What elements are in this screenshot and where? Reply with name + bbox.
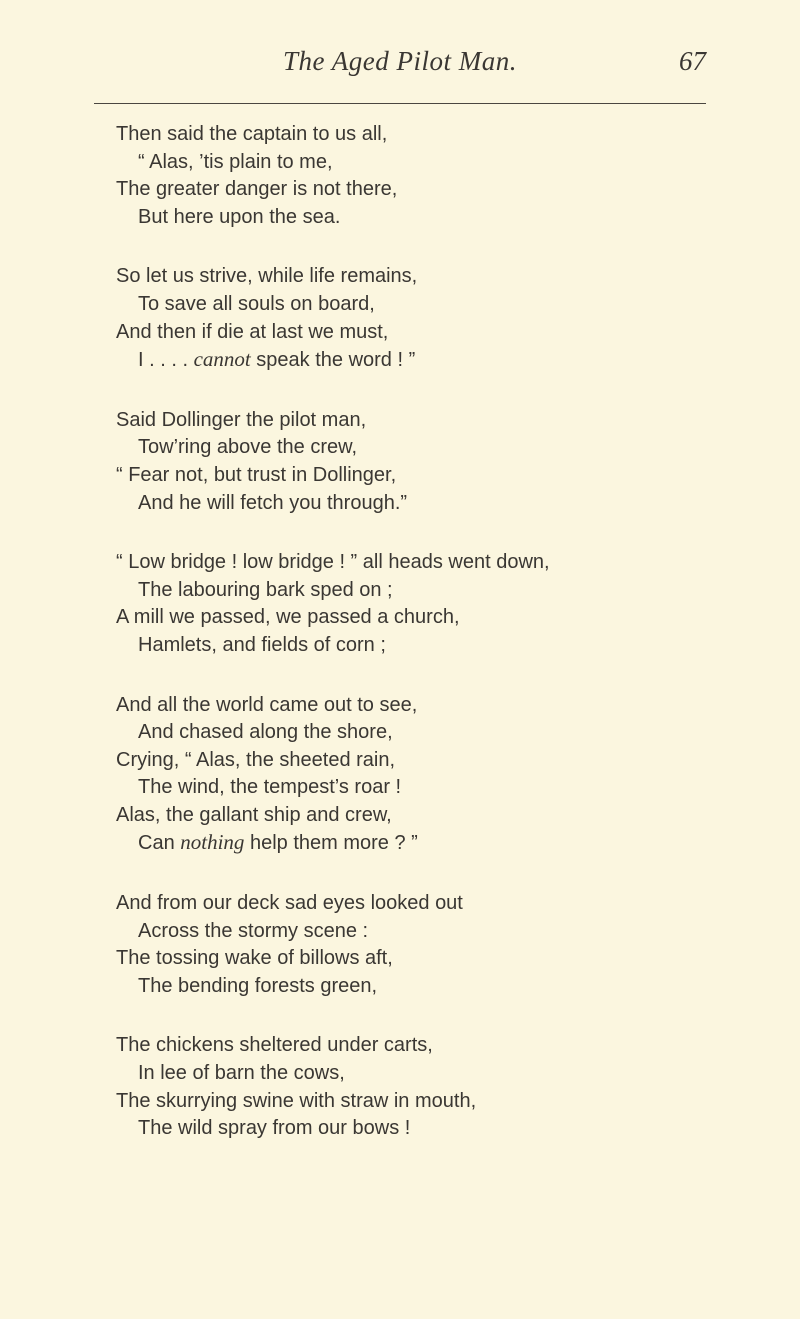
poem-line: The tossing wake of billows aft, — [116, 947, 393, 970]
poem-line: Crying, “ Alas, the sheeted rain, — [116, 748, 396, 771]
stanza — [116, 121, 766, 231]
poem-line — [116, 829, 766, 858]
header-rule — [94, 103, 706, 104]
poem-line: A mill we passed, we passed a church, — [116, 606, 460, 629]
poem-line: “ Fear not, but trust in Dollinger, — [116, 463, 397, 486]
running-title: The Aged Pilot Man. — [283, 46, 517, 76]
poem-body — [116, 121, 766, 1175]
page-header — [0, 46, 800, 86]
page-number: 67 — [679, 46, 706, 76]
poem-line: And chased along the shore, — [138, 721, 393, 744]
stanza — [116, 263, 766, 374]
line-text: speak the word ! ” — [250, 349, 416, 372]
poem-line: Across the stormy scene : — [138, 919, 369, 942]
line-text: Can — [138, 832, 181, 855]
poem-line: But here upon the sea. — [138, 205, 341, 228]
poem-line: Tow’ring above the crew, — [138, 436, 358, 459]
poem-line: And from our deck sad eyes looked out — [116, 892, 463, 915]
poem-line: “ Low bridge ! low bridge ! ” all heads went down, — [116, 551, 550, 574]
poem-line: Then said the captain to us all, — [116, 123, 388, 145]
poem-line: The labouring bark sped on ; — [138, 578, 393, 601]
stanza — [116, 549, 766, 659]
poem-line: Hamlets, and fields of corn ; — [138, 633, 386, 656]
line-text: I . . . . — [138, 349, 194, 372]
poem-line: The skurrying swine with straw in mouth, — [116, 1089, 477, 1112]
poem-line: The wild spray from our bows ! — [138, 1117, 411, 1140]
poem-line: The greater danger is not there, — [116, 178, 398, 201]
emphasized-word: cannot — [193, 347, 251, 372]
stanza — [116, 1032, 766, 1142]
poem-line: And he will fetch you through.” — [138, 491, 408, 514]
poem-line: And then if die at last we must, — [116, 320, 389, 343]
poem-line: The chickens sheltered under carts, — [116, 1034, 433, 1057]
poem-line — [116, 346, 766, 375]
poem-line: In lee of barn the cows, — [138, 1062, 345, 1085]
line-text: help them more ? ” — [244, 832, 418, 855]
poem-line: “ Alas, ’tis plain to me, — [138, 150, 333, 173]
poem-line: To save all souls on board, — [138, 292, 375, 315]
poem-line: Alas, the gallant ship and crew, — [116, 803, 392, 826]
stanza — [116, 692, 766, 859]
poem-line: So let us strive, while life remains, — [116, 265, 418, 288]
poem-line: And all the world came out to see, — [116, 693, 418, 716]
poem-line: The wind, the tempest’s roar ! — [138, 776, 402, 799]
stanza — [116, 407, 766, 517]
poem-line: Said Dollinger the pilot man, — [116, 408, 367, 431]
stanza — [116, 890, 766, 1000]
emphasized-word: nothing — [180, 830, 245, 855]
poem-line: The bending forests green, — [138, 974, 378, 997]
